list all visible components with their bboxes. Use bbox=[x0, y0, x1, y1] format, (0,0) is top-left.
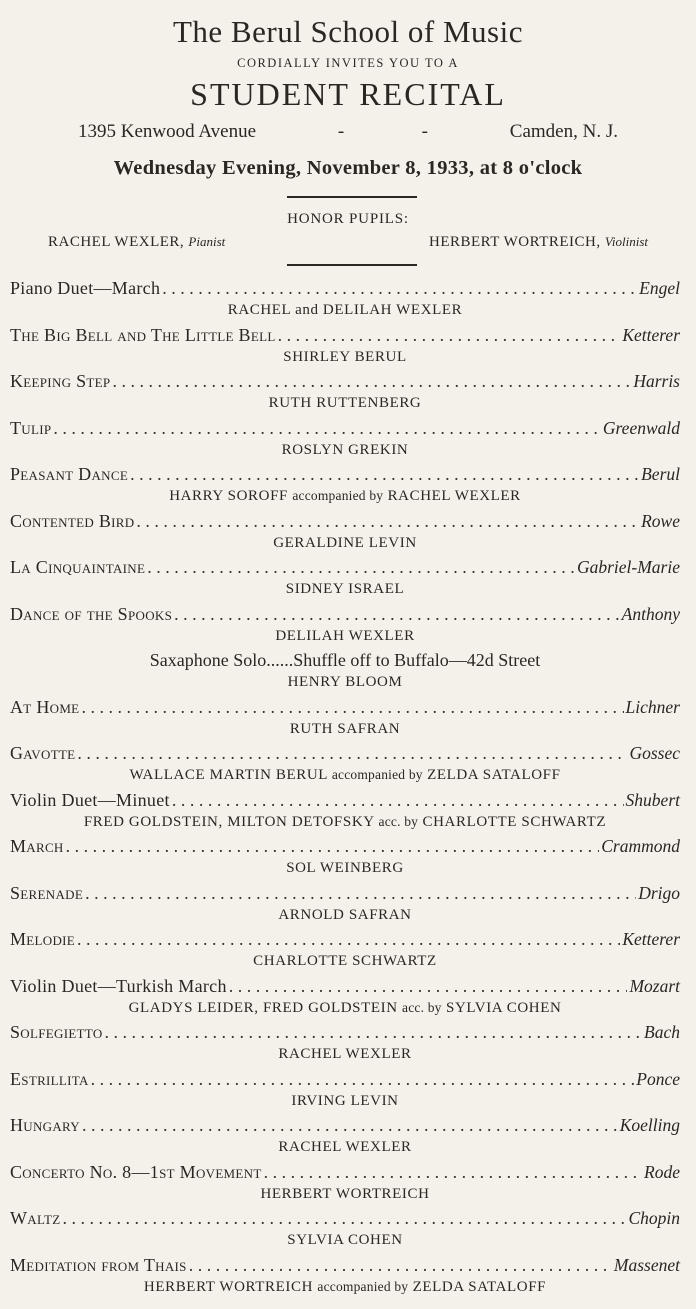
composer-name: Bach bbox=[644, 1022, 680, 1042]
performer-name: ARNOLD SAFRAN bbox=[278, 906, 412, 923]
dot-leader bbox=[172, 788, 624, 812]
event-title: STUDENT RECITAL bbox=[190, 76, 506, 112]
composer-name: Rowe bbox=[641, 510, 680, 531]
performer-name: RACHEL WEXLER bbox=[278, 1139, 412, 1155]
event-date: Wednesday Evening, November 8, 1933, at 8 o'clock bbox=[113, 157, 583, 179]
piece-title: Waltz bbox=[10, 1208, 61, 1228]
piece-line bbox=[10, 555, 680, 579]
school-name: The Berul School of Music bbox=[172, 14, 523, 49]
divider-bottom bbox=[287, 264, 417, 266]
performer-name: ROSLYN GREKIN bbox=[281, 441, 409, 458]
performer-line bbox=[10, 300, 680, 320]
composer-name: Gabriel-Marie bbox=[576, 557, 680, 577]
composer-name: Greenwald bbox=[602, 417, 680, 438]
piece-line bbox=[10, 695, 680, 719]
performer-name: IRVING LEVIN bbox=[291, 1092, 399, 1109]
composer-name: Mozart bbox=[629, 975, 680, 996]
piece-title: Meditation from Thais bbox=[10, 1254, 187, 1275]
performer-name: FRED GOLDSTEIN, MILTON DETOFSKY bbox=[83, 813, 375, 830]
dot-leader bbox=[77, 927, 620, 951]
accompanist-name: ZELDA SATALOFF bbox=[427, 767, 561, 783]
piece-title: Estrillita bbox=[10, 1068, 89, 1089]
program-item bbox=[10, 1253, 680, 1300]
piece-title: Violin Duet—Turkish March bbox=[10, 975, 227, 996]
program-item bbox=[10, 276, 680, 323]
dot-leader bbox=[91, 1067, 635, 1091]
performer-name: HARRY SOROFF bbox=[169, 488, 288, 504]
program-item bbox=[10, 1020, 680, 1067]
composer-name: Koelling bbox=[619, 1115, 680, 1135]
performer-line bbox=[10, 951, 680, 971]
piece-line bbox=[10, 788, 680, 812]
piece-line bbox=[10, 416, 680, 440]
solo-line bbox=[10, 648, 680, 672]
performer-name: HERBERT WORTREICH bbox=[143, 1278, 314, 1295]
city: Camden, N. J. bbox=[509, 121, 618, 142]
piece-title: Piano Duet—March bbox=[10, 278, 161, 298]
program-item bbox=[10, 881, 680, 928]
dot-leader bbox=[105, 1020, 643, 1044]
performer-name: RACHEL and DELILAH WEXLER bbox=[227, 302, 463, 318]
performer-line bbox=[10, 440, 680, 460]
composer-name: Rode bbox=[644, 1161, 680, 1182]
performer-line bbox=[10, 486, 680, 506]
performer-name: CHARLOTTE SCHWARTZ bbox=[253, 953, 437, 969]
piece-title: The Big Bell and The Little Bell bbox=[10, 324, 276, 345]
separator-dash: - bbox=[337, 121, 345, 142]
accompanied-by-label: acc. by bbox=[378, 813, 419, 829]
performer-line bbox=[10, 1184, 680, 1204]
performer-line bbox=[10, 905, 680, 925]
piece-line bbox=[10, 1020, 680, 1044]
piece-line bbox=[10, 1253, 680, 1277]
piece-line bbox=[10, 369, 680, 393]
performer-line bbox=[10, 1277, 680, 1297]
piece-line bbox=[10, 741, 680, 765]
composer-name: Drigo bbox=[638, 882, 680, 903]
performer-line bbox=[10, 719, 680, 739]
performer-name: WALLACE MARTIN BERUL bbox=[129, 767, 328, 783]
piece-title: Tulip bbox=[10, 417, 52, 438]
piece-line bbox=[10, 1113, 680, 1137]
program-item bbox=[10, 834, 680, 881]
program-item bbox=[10, 369, 680, 416]
dot-leader bbox=[264, 1160, 642, 1184]
piece-title: Concerto No. 8—1st Movement bbox=[10, 1161, 262, 1182]
composer-name: Lichner bbox=[625, 696, 680, 717]
dot-leader bbox=[82, 1113, 618, 1137]
piece-line bbox=[10, 1160, 680, 1184]
performer-name: GLADYS LEIDER, FRED GOLDSTEIN bbox=[128, 999, 398, 1016]
piece-title: Solfegietto bbox=[10, 1022, 103, 1042]
solo-label: Saxaphone Solo...... bbox=[149, 650, 294, 670]
honor-pupil-instrument: Pianist bbox=[188, 234, 226, 249]
honor-pupil-name: RACHEL WEXLER, bbox=[48, 234, 185, 250]
accompanist-name: CHARLOTTE SCHWARTZ bbox=[422, 813, 607, 830]
performer-name: HERBERT WORTREICH bbox=[260, 1185, 430, 1202]
piece-title: Melodie bbox=[10, 929, 76, 949]
dot-leader bbox=[174, 602, 620, 626]
honor-pupil-pianist bbox=[48, 234, 225, 251]
piece-title: Dance of the Spooks bbox=[10, 603, 173, 624]
piece-line bbox=[10, 834, 680, 858]
address-separator bbox=[338, 121, 428, 143]
program-list bbox=[10, 276, 680, 1299]
performer-name: RUTH SAFRAN bbox=[289, 720, 401, 737]
performer-line bbox=[10, 533, 680, 553]
composer-name: Ponce bbox=[636, 1068, 680, 1089]
program-item bbox=[10, 323, 680, 370]
performer-name: SHIRLEY BERUL bbox=[283, 348, 407, 365]
performer-line bbox=[10, 1091, 680, 1111]
composer-name: Berul bbox=[641, 464, 680, 484]
piece-line bbox=[10, 1206, 680, 1230]
solo-title: Shuffle off to Buffalo—42d Street bbox=[293, 650, 541, 670]
accompanist-name: ZELDA SATALOFF bbox=[412, 1278, 547, 1295]
piece-title: March bbox=[10, 836, 64, 856]
dot-leader bbox=[147, 555, 575, 579]
accompanied-by-label: acc. by bbox=[402, 999, 442, 1015]
performer-name: RUTH RUTTENBERG bbox=[268, 395, 422, 411]
program-item bbox=[10, 1206, 680, 1253]
composer-name: Gossec bbox=[629, 743, 680, 763]
performer-line bbox=[10, 672, 680, 692]
piece-line bbox=[10, 974, 680, 998]
program-item bbox=[10, 648, 680, 695]
composer-name: Shubert bbox=[625, 789, 680, 810]
piece-line bbox=[10, 927, 680, 951]
program-item bbox=[10, 695, 680, 742]
piece-title: Contented Bird bbox=[10, 510, 135, 531]
piece-line bbox=[10, 462, 680, 486]
piece-line bbox=[10, 602, 680, 626]
program-item bbox=[10, 788, 680, 835]
performer-line bbox=[10, 1137, 680, 1157]
piece-title: Hungary bbox=[10, 1115, 80, 1135]
composer-name: Anthony bbox=[621, 603, 680, 624]
performer-line bbox=[10, 393, 680, 413]
street-address: 1395 Kenwood Avenue bbox=[78, 121, 257, 142]
program-item bbox=[10, 1160, 680, 1207]
performer-line bbox=[10, 1044, 680, 1064]
performer-line bbox=[10, 998, 680, 1018]
composer-name: Crammond bbox=[601, 836, 680, 856]
piece-line bbox=[10, 276, 680, 300]
honor-pupil-violinist bbox=[429, 234, 648, 251]
dot-leader bbox=[162, 276, 637, 300]
program-item bbox=[10, 602, 680, 649]
address-line bbox=[78, 121, 618, 143]
performer-name: HENRY BLOOM bbox=[287, 674, 403, 690]
piece-line bbox=[10, 323, 680, 347]
composer-name: Ketterer bbox=[622, 929, 680, 949]
program-item bbox=[10, 974, 680, 1021]
dot-leader bbox=[63, 1206, 627, 1230]
piece-title: Peasant Dance bbox=[10, 464, 129, 484]
separator-dash: - bbox=[421, 121, 428, 142]
piece-line bbox=[10, 881, 680, 905]
performer-name: GERALDINE LEVIN bbox=[273, 534, 417, 551]
dot-leader bbox=[66, 834, 600, 858]
performer-line bbox=[10, 626, 680, 646]
program-item bbox=[10, 1113, 680, 1160]
honor-pupil-name: HERBERT WORTREICH, bbox=[428, 234, 601, 250]
dot-leader bbox=[189, 1253, 612, 1277]
performer-line bbox=[10, 812, 680, 832]
performer-line bbox=[10, 858, 680, 878]
accompanist-name: RACHEL WEXLER bbox=[387, 488, 521, 504]
dot-leader bbox=[85, 881, 636, 905]
performer-name: SYLVIA COHEN bbox=[287, 1232, 403, 1248]
performer-line bbox=[10, 765, 680, 785]
program-item bbox=[10, 1067, 680, 1114]
dot-leader bbox=[53, 416, 600, 440]
piece-title: Serenade bbox=[10, 882, 84, 903]
program-item bbox=[10, 741, 680, 788]
honor-pupil-instrument: Violinist bbox=[604, 234, 648, 249]
piece-line bbox=[10, 509, 680, 533]
dot-leader bbox=[136, 509, 639, 533]
performer-name: SIDNEY ISRAEL bbox=[285, 581, 405, 597]
accompanist-name: SYLVIA COHEN bbox=[446, 999, 562, 1016]
performer-line bbox=[10, 347, 680, 367]
performer-name: DELILAH WEXLER bbox=[275, 627, 415, 644]
piece-line bbox=[10, 1067, 680, 1091]
performer-line bbox=[10, 1230, 680, 1250]
piece-title: Keeping Step bbox=[10, 371, 111, 391]
program-item bbox=[10, 555, 680, 602]
performer-line bbox=[10, 579, 680, 599]
accompanied-by-label: accompanied by bbox=[317, 1278, 409, 1294]
honor-pupils-heading: HONOR PUPILS: bbox=[287, 211, 409, 227]
piece-title: Violin Duet—Minuet bbox=[10, 789, 170, 810]
dot-leader bbox=[77, 741, 627, 765]
composer-name: Engel bbox=[639, 278, 680, 298]
composer-name: Harris bbox=[633, 371, 680, 391]
program-item bbox=[10, 416, 680, 463]
invitation-line: CORDIALLY INVITES YOU TO A bbox=[237, 56, 459, 70]
program-item bbox=[10, 509, 680, 556]
piece-title: At Home bbox=[10, 696, 80, 717]
accompanied-by-label: accompanied by bbox=[331, 767, 423, 782]
honor-pupils-row bbox=[48, 234, 648, 251]
performer-name: SOL WEINBERG bbox=[286, 860, 404, 876]
composer-name: Chopin bbox=[628, 1208, 680, 1228]
program-item bbox=[10, 927, 680, 974]
dot-leader bbox=[112, 369, 631, 393]
piece-title: La Cinquaintaine bbox=[10, 557, 146, 577]
performer-name: RACHEL WEXLER bbox=[278, 1046, 412, 1062]
composer-name: Ketterer bbox=[622, 324, 680, 345]
dot-leader bbox=[130, 462, 639, 486]
divider-top bbox=[287, 196, 417, 198]
accompanied-by-label: accompanied by bbox=[292, 488, 384, 503]
composer-name: Massenet bbox=[613, 1254, 680, 1275]
dot-leader bbox=[278, 323, 621, 347]
dot-leader bbox=[81, 695, 623, 719]
dot-leader bbox=[229, 974, 628, 998]
program-item bbox=[10, 462, 680, 509]
piece-title: Gavotte bbox=[10, 743, 76, 763]
